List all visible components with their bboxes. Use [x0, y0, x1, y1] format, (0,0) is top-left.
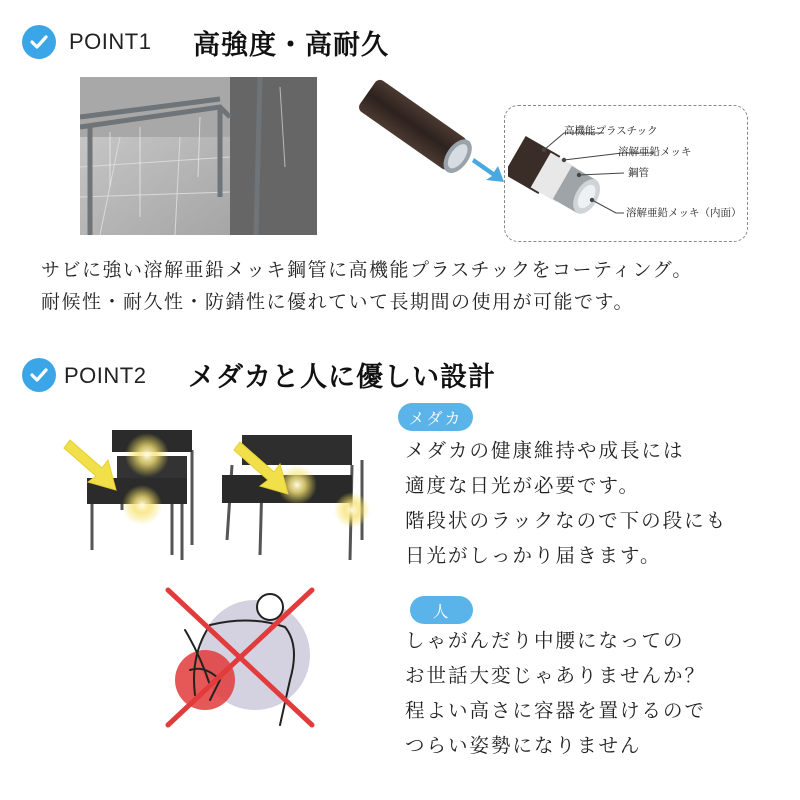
pipe-illustration — [345, 70, 485, 190]
rain-rack-photo — [80, 77, 317, 235]
point1-label: POINT1 — [69, 29, 152, 54]
human-line: つらい姿勢になりません — [405, 734, 642, 757]
point2-title: メダカと人に優しい設計 — [188, 362, 496, 393]
human-line: しゃがんだり中腰になっての — [405, 629, 685, 652]
medaka-line: 日光がしっかり届きます。 — [405, 544, 662, 567]
medaka-line: 適度な日光が必要です。 — [405, 474, 640, 497]
check-icon — [22, 25, 56, 59]
point1-title: 高強度・高耐久 — [193, 30, 389, 61]
human-description — [405, 623, 706, 763]
layer-label-zinc-inner: 溶解亜鉛メッキ（内面） — [626, 207, 742, 219]
check-icon — [22, 358, 56, 392]
arrow-icon — [472, 152, 508, 190]
layer-label-zinc: 溶解亜鉛メッキ — [618, 146, 692, 158]
point1-description — [41, 254, 693, 318]
description-line: 耐候性・耐久性・防錆性に優れていて長期間の使用が可能です。 — [41, 291, 634, 313]
human-tag: 人 — [410, 596, 473, 624]
medaka-line: メダカの健康維持や成長には — [405, 439, 685, 462]
layer-label-steel: 鋼管 — [628, 167, 649, 179]
tiered-rack-illustration — [62, 420, 382, 570]
point2-label: POINT2 — [64, 363, 147, 388]
human-line: お世話大変じゃありませんか？ — [405, 664, 707, 687]
medaka-description — [405, 433, 727, 573]
description-line: サビに強い溶解亜鉛メッキ鋼管に高機能プラスチックをコーティング。 — [41, 259, 693, 281]
cross-icon — [160, 585, 320, 730]
medaka-line: 階段状のラックなので下の段にも — [405, 509, 728, 532]
layer-label-plastic: 高機能プラスチック — [564, 125, 658, 137]
human-line: 程よい高さに容器を置けるので — [405, 699, 707, 722]
medaka-tag: メダカ — [398, 403, 473, 431]
